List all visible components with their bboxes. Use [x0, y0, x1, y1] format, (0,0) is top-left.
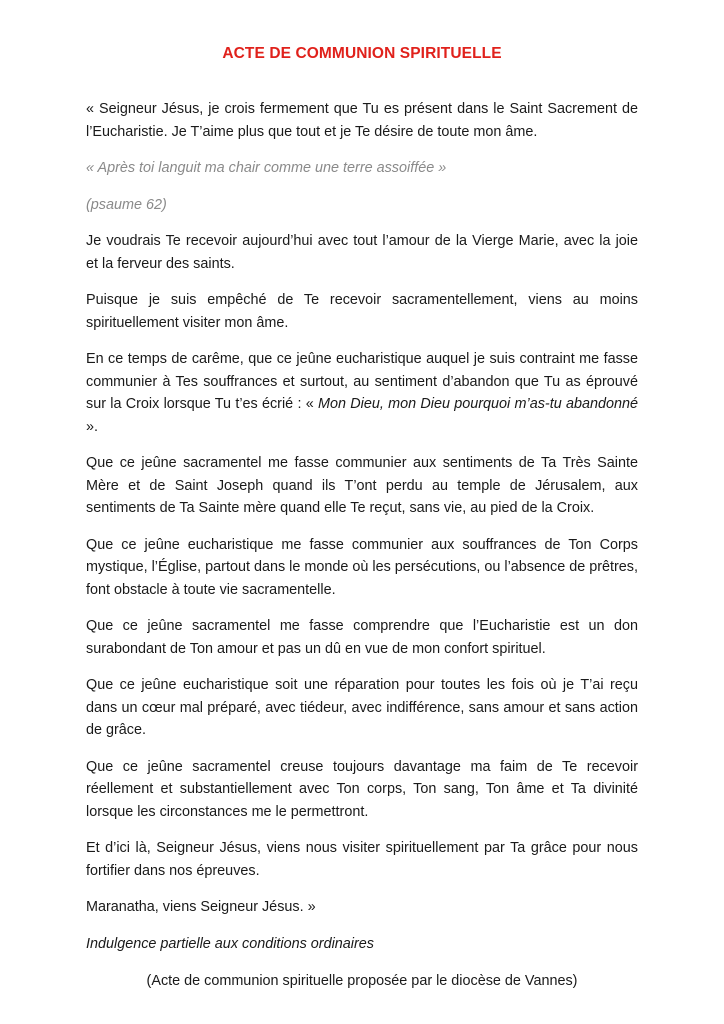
paragraph-lent-before: En ce temps de carême, que ce jeûne eucharistique auquel je suis contraint me fasse communier à Tes souffrances et surtout, au sentiment d’abandon que Tu as éprouvé sur la Croix lorsque Tu t’es écrié : « — [86, 351, 638, 412]
paragraph-holy-mother: Que ce jeûne sacramentel me fasse communier aux sentiments de Ta Très Sainte Mère et de Saint Joseph quand ils T’ont perdu au temple de Jérusalem, aux sentiments de Ta Sainte mère quand elle Te reçut, sans vie, au pied de la Croix. — [86, 455, 638, 516]
paragraph-lent-after: ». — [86, 418, 99, 435]
psalm-reference: (psaume 62) — [86, 196, 167, 213]
paragraph-virgin-mary: Je voudrais Te recevoir aujourd’hui avec tout l’amour de la Vierge Marie, avec la joie et la ferveur des saints. — [86, 233, 638, 272]
paragraph-opening: « Seigneur Jésus, je crois fermement que Tu es présent dans le Saint Sacrement de l’Eucharistie. Je T’aime plus que tout et je Te désire de toute mon âme. — [86, 101, 638, 140]
indulgence-note: Indulgence partielle aux conditions ordinaires — [86, 935, 374, 952]
psalm-quote: « Après toi languit ma chair comme une terre assoiffée » — [86, 160, 447, 176]
paragraph-hunger: Que ce jeûne sacramentel creuse toujours davantage ma faim de Te recevoir réellement et substantiellement avec Ton corps, Ton sang, Ton âme et Ta divinité lorsque les circonstances me le permettront. — [86, 758, 638, 820]
paragraph-lent-italic-quote: Mon Dieu, mon Dieu pourquoi m’as-tu abandonné — [317, 396, 638, 412]
document-footer: (Acte de communion spirituelle proposée par le diocèse de Vannes) — [146, 973, 578, 989]
paragraph-maranatha: Maranatha, viens Seigneur Jésus. » — [86, 899, 316, 915]
paragraph-reparation: Que ce jeûne eucharistique soit une réparation pour toutes les fois où je T’ai reçu dans un cœur mal préparé, avec tiédeur, avec indifférence, sans amour et sans action de grâce. — [86, 677, 638, 738]
paragraph-lent — [86, 348, 638, 438]
document-title: ACTE DE COMMUNION SPIRITUELLE — [222, 45, 502, 62]
paragraph-visit-us: Et d’ici là, Seigneur Jésus, viens nous visiter spirituellement par Ta grâce pour nous fortifier dans nos épreuves. — [86, 840, 638, 879]
paragraph-eucharist-gift: Que ce jeûne sacramentel me fasse comprendre que l’Eucharistie est un don surabondant de Ton amour et pas un dû en vue de mon confort spirituel. — [86, 618, 638, 657]
paragraph-spiritual-visit: Puisque je suis empêché de Te recevoir sacramentellement, viens au moins spirituellement visiter mon âme. — [86, 292, 638, 331]
paragraph-mystical-body: Que ce jeûne eucharistique me fasse communier aux souffrances de Ton Corps mystique, l’Église, partout dans le monde où les persécutions, ou l’absence de prêtres, font obstacle à toute vie sacramentelle. — [86, 536, 638, 598]
